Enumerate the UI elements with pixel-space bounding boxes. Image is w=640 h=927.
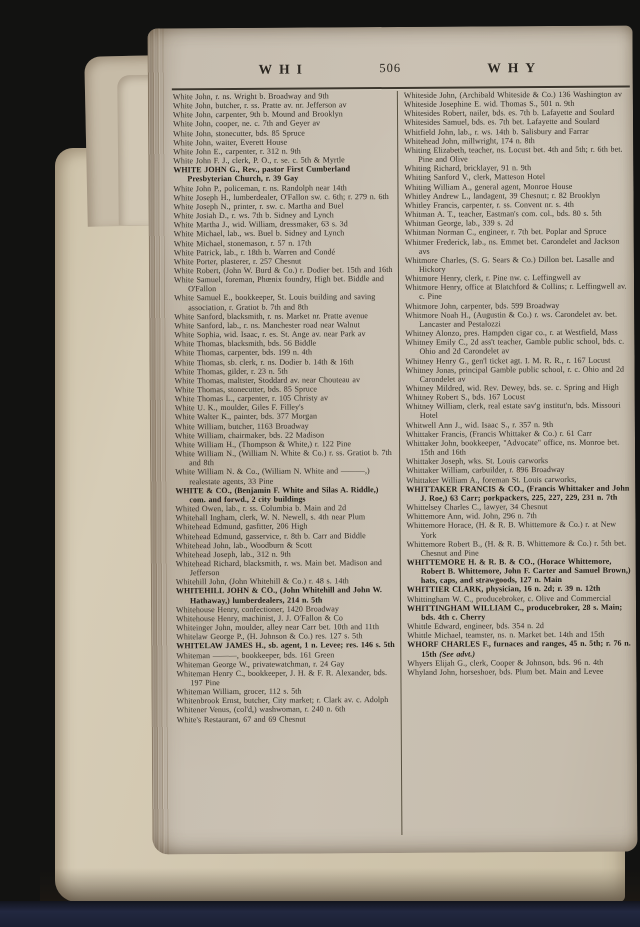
directory-entry: White John, stonecutter, bds. 85 Spruce — [173, 128, 305, 138]
directory-entry: Whitfield John, lab., r. ws. 14th b. Salisbury and Farrar — [404, 126, 589, 137]
directory-entry: White U. K., moulder, Giles F. Filley's — [174, 402, 304, 413]
directory-entry: Whitmore Noah H., (Augustin & Co.) r. ws. Carondelet av. bet. Lancaster and Pestalozzi — [405, 309, 618, 329]
directory-entry: WHITTIER CLARK, physician, 16 n. 2d; r. 39 n. 12th — [406, 584, 601, 595]
directory-entry: White Sophia, wid. Isaac, r. es. St. Ange av. near Park av — [174, 329, 366, 340]
book-board-strip — [0, 901, 640, 927]
directory-entry: Whittingham W. C., producebroker, c. Olive and Commercial — [406, 593, 612, 604]
directory-entry: Whitney Henry G., gen'l ticket agt. I. M. R. R., r. 167 Locust — [405, 355, 611, 366]
directory-page — [147, 26, 637, 855]
header-left-guide: WHI — [258, 61, 309, 77]
directory-entry: Whiteman ———, bookkeeper, bds. 161 Green — [176, 649, 335, 660]
directory-entry: White Thomas, sb. clerk, r. ns. Dodier b. 14th & 16th — [174, 356, 354, 367]
directory-entry: White Thomas, carpenter, bds. 199 n. 4th — [174, 347, 313, 358]
directory-entry: Whitmore Henry, clerk, r. Pine nw. c. Leffingwell av — [404, 272, 581, 284]
page-number: 506 — [379, 60, 402, 76]
directory-entry: Whittemore Robert B., (H. & R. B. Whittemore & Co.) r. 5th bet. Chesnut and Pine — [406, 538, 627, 558]
directory-entry: White Martha J., wid. William, dressmaker, 63 s. 3d — [173, 219, 348, 230]
directory-entry: Whitehall Ingham, clerk, W. N. Newell, s. 4th near Plum — [175, 512, 366, 523]
directory-entry: White Thomas, gilder, r. 23 n. 5th — [174, 366, 288, 377]
directory-entry: Whitney William, clerk, real estate sav'g institut'n, bds. Missouri Hotel — [405, 400, 621, 421]
directory-entry: Whiteman William, grocer, 112 s. 5th — [176, 686, 302, 697]
directory-entry: WHITELAW JAMES H., sb. agent, 1 n. Levee; res. 146 s. 5th — [176, 640, 395, 651]
directory-entry: Whitehead Edmund, gasservice, r. 8th b. Carr and Biddle — [175, 530, 366, 541]
directory-entry: White William, chairmaker, bds. 22 Madison — [174, 430, 325, 441]
directory-entry: WHITE JOHN G., Rev., pastor First Cumberland Presbyterian Church, r. 39 Gay — [173, 164, 351, 184]
page-header — [148, 60, 633, 85]
directory-entry: Whitehead John, millwright, 174 n. 8th — [404, 135, 535, 146]
directory-entry: Whitmore Henry, office at Blatchford & Collins; r. Leffingwell av. c. Pine — [405, 281, 627, 302]
directory-entry: Whitehead Joseph, lab., 312 n. 9th — [175, 549, 291, 560]
directory-entry: WHITTEMORE H. & R. B. & CO., (Horace Whittemore, Robert B. Whittemore, John F. Carter and Samuel Brown,) hats, caps, and strawgoods, 127 n. Main — [406, 556, 631, 586]
directory-entry: White Michael, lab., ws. Buel b. Sidney and Lynch — [173, 228, 345, 239]
directory-entry: Whitley Andrew L., landagent, 39 Chesnut; r. 82 Brooklyn — [404, 190, 601, 201]
directory-entry: WHITTAKER FRANCIS & CO., (Francis Whittaker and John J. Roe,) 63 Carr; porkpackers, 225, 227, 229, 231 n. 7th — [406, 483, 630, 503]
directory-entry: Whitmer Frederick, lab., ns. Emmet bet. Carondelet and Jackson avs — [404, 236, 620, 256]
directory-entry: Whitehouse Henry, machinist, J. J. O'Fallon & Co — [176, 613, 343, 624]
directory-entry: White John, butcher, r. ss. Pratte av. nr. Jefferson av — [172, 100, 347, 111]
directory-entry: Whiting William A., general agent, Monroe House — [404, 181, 573, 192]
directory-entry: White Samuel E., bookkeeper, St. Louis building and saving association, r. Gratiot b. 7th and 8th — [174, 292, 376, 312]
directory-entry: White Joseph H., lumberdealer, O'Fallon sw. c. 6th; r. 279 n. 6th — [173, 191, 389, 203]
right-column — [404, 90, 632, 677]
directory-entry: White William N. & Co., (William N. White and ———,) realestate agents, 33 Pine — [175, 466, 370, 486]
directory-entry: Whittemore Horace, (H. & R. B. Whittemore & Co.) r. at New York — [406, 519, 617, 540]
directory-entry: White's Restaurant, 67 and 69 Chesnut — [176, 714, 306, 724]
directory-entry: Whitwell Ann J., wid. Isaac S., r. 357 n. 9th — [405, 419, 554, 430]
directory-entry: Whiting Richard, bricklayer, 91 n. 9th — [404, 163, 532, 174]
directory-entry: Whitehill John, (John Whitehill & Co.) r. 48 s. 14th — [175, 576, 349, 587]
directory-entry: Whitmore John, carpenter, bds. 599 Broadway — [405, 300, 560, 311]
directory-entry: White Walter K., painter, bds. 377 Morgan — [174, 411, 318, 422]
directory-entry: Whittaker William, carbuilder, r. 896 Broadway — [406, 465, 565, 476]
directory-entry: Whiteinger John, moulder, alley near Carr bet. 10th and 11th — [176, 622, 380, 633]
directory-entry: Whitman Norman C., engineer, r. 7th bet. Poplar and Spruce — [404, 227, 607, 238]
directory-entry: White Patrick, lab., r. 18th b. Warren and Condé — [173, 247, 336, 257]
column-divider — [397, 91, 403, 835]
directory-entry: White William N., (William N. White & Co.) r. ss. Gratiot b. 7th and 8th — [175, 448, 392, 468]
directory-entry: WHITE & CO., (Benjamin F. White and Silas A. Riddle,) com. and forwd., 2 city buildings — [175, 484, 379, 505]
directory-entry: Whiteside John, (Archibald Whiteside & Co.) 136 Washington av — [403, 89, 622, 100]
directory-entry: Whittaker William A., foreman St. Louis carworks, — [406, 474, 577, 485]
directory-entry: Whitelaw George P., (H. Johnson & Co.) res. 127 s. 5th — [176, 631, 363, 642]
directory-entry: Whitney Robert S., bds. 167 Locust — [405, 392, 526, 403]
directory-entry: White Thomas, stonecutter, bds. 85 Spruce — [174, 384, 318, 395]
directory-entry: Whiteside Josephine E. wid. Thomas S., 501 n. 9th — [403, 99, 575, 110]
directory-entry: White Samuel, foreman, Phœnix foundry, High bet. Biddle and O'Fallon — [173, 274, 384, 294]
directory-entry: WHITEHILL JOHN & CO., (John Whitehill and John W. Hathaway,) lumberdealers, 214 n. 5th — [175, 585, 383, 605]
directory-entry: White Josiah D., r. ws. 7th b. Sidney and Lynch — [173, 210, 334, 221]
directory-entry: Whittelsey Charles C., lawyer, 34 Chesnut — [406, 502, 548, 512]
directory-entry: White Thomas, maltster, Stoddard av. near Chouteau av — [174, 375, 361, 386]
directory-entry: Whitney Mildred, wid. Rev. Dewey, bds. se. c. Spring and High — [405, 382, 619, 393]
directory-entry: Whitney Emily C., 2d ass't teacher, Gamble public school, bds. c. Ohio and 2d Carondelet av — [405, 336, 625, 357]
directory-entry: Whitehead John, lab., Woodburn & Scott — [175, 540, 313, 550]
header-right-guide: WHY — [487, 60, 543, 76]
directory-entry: Whitman A. T., teacher, Eastman's com. col., bds. 80 s. 5th — [404, 208, 602, 219]
directory-entry: Whitesides Robert, nailer, bds. es. 7th b. Lafayette and Soulard — [403, 107, 615, 119]
directory-entry: White John, cooper, ne. c. 7th and Geyer av — [173, 118, 321, 129]
directory-entry: Whiteman Henry C., bookkeeper, J. H. & F. R. Alexander, bds. 197 Pine — [176, 667, 388, 688]
directory-entry: Whitney Jonas, principal Gamble public school, r. c. Ohio and 2d Carondelet av — [405, 364, 625, 384]
directory-entry: White Michael, stonemason, r. 57 n. 17th — [173, 237, 312, 248]
directory-entry: White William, butcher, 1163 Broadway — [174, 421, 309, 431]
directory-entry: WHORF CHARLES F., furnaces and ranges, 45 n. 5th; r. 76 n. 15th (See advt.) — [407, 638, 631, 659]
directory-entry: Whitley Francis, carpenter, r. ss. Convent nr. s. 4th — [404, 199, 574, 210]
directory-entry: White Sanford, lab., r. ns. Manchester road near Walnut — [174, 320, 360, 331]
directory-entry: Whitehouse Henry, confectioner, 1420 Broadway — [176, 604, 339, 615]
directory-entry: Whitehead Edmund, gasfitter, 206 High — [175, 521, 308, 532]
directory-entry: Whitener Venus, (col'd,) washwoman, r. 240 n. 6th — [176, 704, 346, 715]
directory-entry: Whittaker Joseph, wks. St. Louis carworks — [406, 456, 549, 467]
directory-entry: White Joseph N., printer, r. sw. c. Martha and Buel — [173, 201, 344, 212]
directory-entry: Whiteman George W., privatewatchman, r. 24 Gay — [176, 658, 345, 670]
directory-entry: White John P., policeman, r. ns. Randolph near 14th — [173, 182, 347, 193]
directory-entry: Whyland John, horseshoer, bds. Plum bet. Main and Levee — [407, 666, 604, 677]
directory-entry: White John F. J., clerk, P. O., r. se. c. 5th & Myrtle — [173, 155, 345, 166]
page-bottom-shadow — [40, 868, 640, 904]
directory-entry: Whyers Elijah G., clerk, Cooper & Johnson, bds. 96 n. 4th — [407, 657, 604, 668]
left-column — [173, 91, 399, 724]
directory-entry: Whittle Michael, teamster, ns. n. Market bet. 14th and 15th — [407, 629, 605, 641]
directory-entry: White Sanford, blacksmith, r. ns. Market nr. Pratte avenue — [174, 310, 368, 322]
directory-entry: White William H., (Thompson & White,) r. 122 Pine — [174, 439, 352, 450]
directory-entry: Whitman George, lab., 339 s. 2d — [404, 218, 514, 229]
directory-entry: White Robert, (John W. Burd & Co.) r. Dodier bet. 15th and 16th — [173, 264, 393, 276]
directory-entry: Whited Owen, lab., r. ss. Columbia b. Main and 2d — [175, 503, 347, 514]
directory-entry: White Porter, plasterer, r. 257 Chesnut — [173, 256, 302, 267]
directory-entry: Whitenbrook Ernst, butcher, City market; r. Clark av. c. Adolph — [176, 695, 389, 706]
directory-entry: Whitney Alonzo, pres. Hampden cigar co., r. at Westfield, Mass — [405, 327, 618, 338]
directory-entry: Whittemore Ann, wid. John, 296 n. 7th — [406, 511, 537, 522]
directory-entry: WHITTINGHAM WILLIAM C., producebroker, 28 s. Main; bds. 4th c. Cherry — [407, 602, 623, 622]
directory-entry: Whittaker Francis, (Francis Whittaker & Co.) r. 61 Carr — [405, 428, 592, 439]
directory-entry: Whitmore Charles, (S. G. Sears & Co.) Dillon bet. Lasalle and Hickory — [404, 254, 615, 274]
directory-entry: Whiting Elizabeth, teacher, ns. Locust bet. 4th and 5th; r. 6th bet. Pine and Olive — [404, 144, 623, 164]
directory-entry: Whiting Sanford V., clerk, Matteson Hotel — [404, 172, 546, 183]
directory-entry: Whitesides Samuel, bds. es. 7th bet. Lafayette and Soulard — [404, 117, 600, 128]
directory-entry: Whittle Edward, engineer, bds. 354 n. 2d — [407, 621, 544, 631]
directory-entry: White John, waiter, Everett House — [173, 137, 288, 148]
directory-entry: Whittaker John, bookkeeper, "Advocate" office, ns. Monroe bet. 15th and 16th — [405, 437, 620, 457]
directory-entry: White Thomas, blacksmith, bds. 56 Biddle — [174, 338, 317, 349]
directory-entry: White John, carpenter, 9th b. Mound and Brooklyn — [172, 109, 343, 120]
directory-entry: White John E., carpenter, r. 312 n. 9th — [173, 146, 301, 157]
directory-entry: Whitehead Richard, blacksmith, r. ws. Main bet. Madison and Jefferson — [175, 558, 382, 578]
directory-entry: White John, r. ns. Wright b. Broadway and 9th — [172, 91, 329, 102]
directory-entry: White Thomas L., carpenter, r. 105 Christy av — [174, 393, 329, 404]
